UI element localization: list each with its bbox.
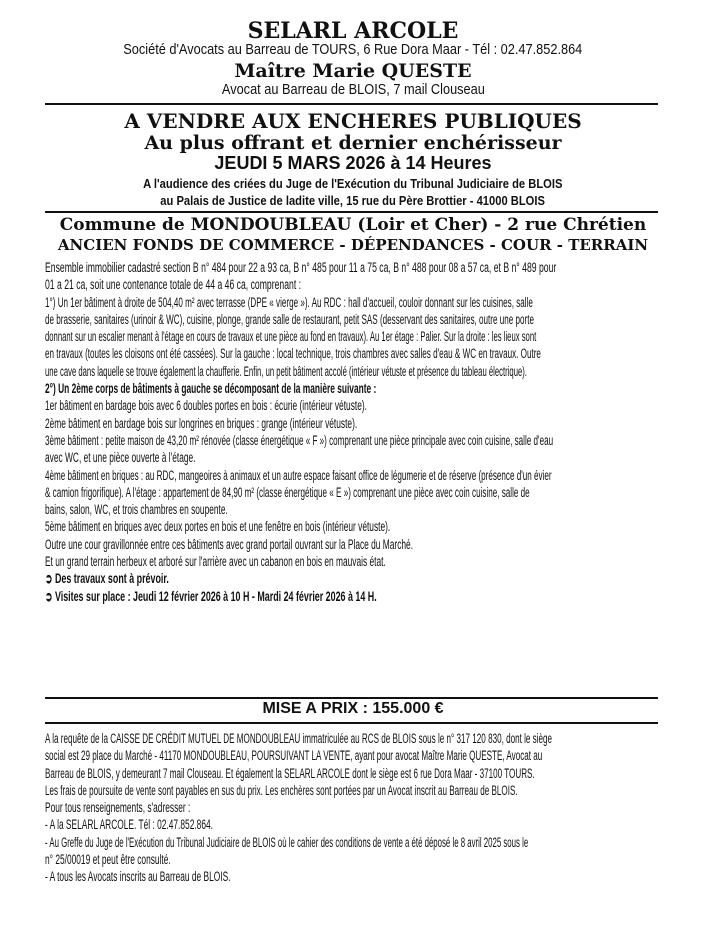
footer-line: - A tous les Avocats inscrits au Barreau de BLOIS. <box>45 869 231 885</box>
description-line: 5ème bâtiment en briques avec deux portes en bois et une fenêtre en bois (intérieur vétuste). <box>45 519 391 535</box>
description-line: une cave dans laquelle se trouve également la chaufferie. Enfin, un petit bâtiment accolé (intérieur vétuste et présence du tableau électrique). <box>45 363 527 379</box>
description-line: Outre une cour gravillonnée entre ces bâtiments avec grand portail ouvrant sur la Place du Marché. <box>45 536 414 552</box>
description-line: 01 a 21 ca, soit une contenance totale de 44 a 46 ca, comprenant : <box>45 277 302 293</box>
description-line: 2ème bâtiment en bardage bois sur longrines en briques : grange (intérieur vétuste). <box>45 415 358 431</box>
lawyer-address <box>45 82 661 98</box>
description-line: de brasserie, sanitaires (urinoir & WC), cuisine, plonge, grande salle de restaurant, petit SAS (desservant des sanitaires, outre une porte <box>45 311 534 327</box>
firm-address <box>45 42 661 58</box>
divider <box>45 722 658 724</box>
footer-line: Pour tous renseignements, s'adresser : <box>45 800 191 816</box>
description-line: 1er bâtiment en bardage bois avec 6 doubles portes en bois : écurie (intérieur vétuste). <box>45 398 367 414</box>
visit-dates: ➲ Visites sur place : Jeudi 12 février 2026 à 10 H - Mardi 24 février 2026 à 14 H. <box>45 588 377 604</box>
footer-line: social est 29 place du Marché - 41170 MONDOUBLEAU, POURSUIVANT LA VENTE, ayant pour avocat Maître Marie QUESTE, Avocat au <box>45 748 543 764</box>
firm-name: SELARL ARCOLE <box>247 18 459 44</box>
description-line: & camion frigorifique). A l'étage : appartement de 84,90 m² (classe énergétique « E ») comprenant une pièce avec coin cuisine, salle de <box>45 484 530 500</box>
divider <box>45 697 658 699</box>
description-line: Et un grand terrain herbeux et arboré sur l'arrière avec un cabanon en bois en mauvais état. <box>45 554 386 570</box>
description-line: 2°) Un 2ème corps de bâtiments à gauche se décomposant de la manière suivante : <box>45 381 377 397</box>
footer-info <box>45 730 661 886</box>
audience-text-1: A l'audience des criées du Juge de l'Exécution du Tribunal Judiciaire de BLOIS <box>143 176 563 191</box>
description-line: 4ème bâtiment en briques : au RDC, mangeoires à animaux et un autre espace faisant office de légumerie et de réserve (présence d'un évier <box>45 467 552 483</box>
description-line: Ensemble immobilier cadastré section B n° 484 pour 22 a 93 ca, B n° 485 pour 11 a 75 ca, B n° 488 pour 08 a 57 ca, et B n° 489 pour <box>45 260 557 275</box>
footer-line: A la requête de la CAISSE DE CRÉDIT MUTUEL DE MONDOUBLEAU immatriculée au RCS de BLOIS sous le n° 317 120 830, dont le siège <box>45 731 553 746</box>
description-line: 3ème bâtiment : petite maison de 43,20 m² rénovée (classe énergétique « F ») comprenant une pièce principale avec coin cuisine, salle d'eau <box>45 432 554 448</box>
description-line: en travaux (toutes les cloisons ont été cassées). Sur la gauche : local technique, trois chambres avec salles d'eau & WC en travaux. Outre <box>45 346 541 362</box>
starting-price: MISE A PRIX : 155.000 € <box>262 700 444 717</box>
property-type: ANCIEN FONDS DE COMMERCE - DÉPENDANCES - COUR - TERRAIN <box>57 236 649 254</box>
divider <box>45 103 658 105</box>
audience-line-2 <box>45 193 661 208</box>
description-line: bains, salon, WC, et trois chambres en soupente. <box>45 502 228 518</box>
firm-address-text: Société d'Avocats au Barreau de TOURS, 6 Rue Dora Maar - Tél : 02.47.852.864 <box>123 42 583 58</box>
audience-text-2: au Palais de Justice de ladite ville, 15 rue du Père Brottier - 41000 BLOIS <box>160 193 546 208</box>
sale-date: JEUDI 5 MARS 2026 à 14 Heures <box>214 153 492 173</box>
footer-line: - Au Greffe du Juge de l'Exécution du Tribunal Judiciaire de BLOIS où le cahier des conditions de vente a été déposé le 8 avril 2025 sous le <box>45 834 529 850</box>
description-line: avec WC, et une pièce ouverte à l'étage. <box>45 450 196 466</box>
commune-title: Commune de MONDOUBLEAU (Loir et Cher) - 2 rue Chrétien <box>59 215 647 235</box>
footer-line: - A la SELARL ARCOLE. Tél : 02.47.852.864. <box>45 817 213 833</box>
property-description <box>45 259 661 605</box>
works-note: ➲ Des travaux sont à prévoir. <box>45 571 169 587</box>
description-line: donnant sur un escalier menant à l'étage en cours de travaux et une pièce au fond en travaux). Au 1er étage : Palier. Sur la droite : les lieux sont <box>45 329 537 345</box>
divider <box>45 211 658 213</box>
audience-line-1 <box>45 176 661 191</box>
lawyer-name: Maître Marie QUESTE <box>234 60 472 82</box>
footer-line: n° 25/00019 et peut être consulté. <box>45 852 171 868</box>
sale-subtitle: Au plus offrant et dernier enchérisseur <box>144 132 562 154</box>
sale-title: A VENDRE AUX ENCHERES PUBLIQUES <box>124 109 582 133</box>
description-line: 1°) Un 1er bâtiment à droite de 504,40 m² avec terrasse (DPE « vierge »). Au RDC : hall d'accueil, couloir donnant sur les cuisines, salle <box>45 294 533 310</box>
footer-line: Les frais de poursuite de vente sont payables en sus du prix. Les enchères sont portées par un Avocat inscrit au Barreau de BLOIS. <box>45 782 518 798</box>
lawyer-address-text: Avocat au Barreau de BLOIS, 7 mail Clouseau <box>221 82 485 98</box>
footer-line: Barreau de BLOIS, y demeurant 7 mail Clouseau. Et également la SELARL ARCOLE dont le siège est 6 rue Dora Maar - 37100 TOURS. <box>45 765 535 781</box>
